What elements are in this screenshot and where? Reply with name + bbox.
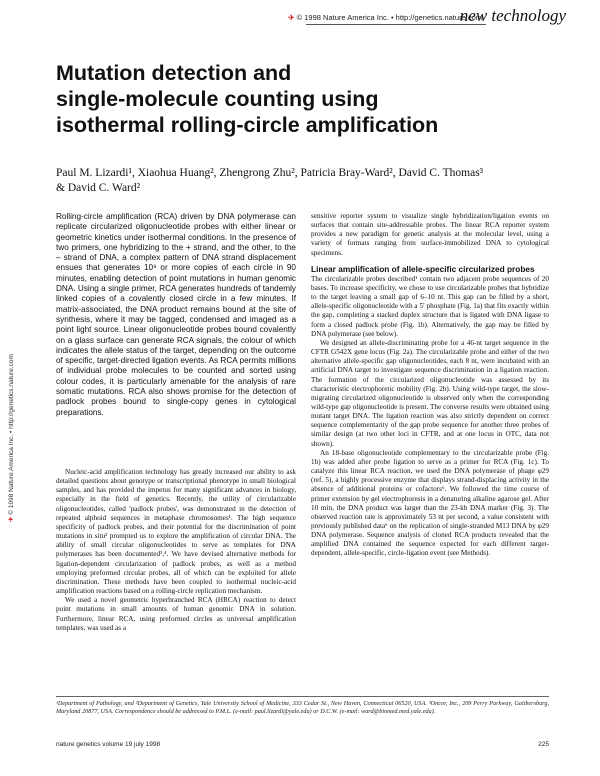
- paragraph: We designed an allele-discriminating probe for a 46-nt target sequence in the CFTR G542X gene locus (Fig. 2a). The circularizable probe and either of the two alternative allele-specific gap oligonucleotides, each 8 nt, were incubated with an artificial DNA target to investigate sequence discrimination in a ligation reaction. The formation of the circularized oligonucleotide was assessed by its characteristic electrophoretic mobility (Fig. 2b). Using wild-type target, the slow-migrating circularized oligonucleotide is observed only when the corresponding wild-type gap oligonucleotide is present. The converse results were obtained using mutant target DNA. The ligation reaction was also strictly dependent on correct sequence complementarity of the gap probe sequence for another three probes of similar design (at two other loci in CFTR, and at one locus in OTC, data not shown).: [311, 338, 549, 448]
- nature-logo-icon: ✈: [8, 516, 15, 522]
- title-line: single-molecule counting using: [56, 87, 379, 111]
- footnote-divider: [56, 696, 549, 697]
- authors-line: Paul M. Lizardi¹, Xiaohua Huang², Zhengrong Zhu², Patricia Bray-Ward², David C. Thomas³: [56, 167, 484, 179]
- title-line: isothermal rolling-circle amplification: [56, 113, 439, 137]
- abstract: Rolling-circle amplification (RCA) driven by DNA polymerase can replicate circularized oligonucleotide probes with either linear or geometric kinetics under isothermal conditions. In the presence of two primers, one hybridizing to the + strand, and the other, to the – strand of DNA, a complex pattern of DNA strand displacement ensues that generates 10⁹ or more copies of each circle in 90 minutes, enabling detection of point mutations in human genomic DNA. Using a single primer, RCA generates hundreds of tandemly linked copies of a covalently closed circle in a few minutes. If matrix-associated, the DNA product remains bound at the site of synthesis, where it may be tagged, condensed and imaged as a point light source. Linear oligonucleotide probes bound covalently on a glass surface can generate RCA signals, the colour of which indicates the allele status of the target, depending on the outcome of specific, target-directed ligation events. As RCA permits millions of individual probe molecules to be counted and sorted using colour codes, it is particularly amenable for the analysis of rare somatic mutations. RCA also shows promise for the detection of padlock probes bound to single-copy genes in cytological preparations.: [56, 212, 296, 417]
- paragraph: Nucleic-acid amplification technology has greatly increased our ability to ask detailed questions about genotype or transcriptional phenotype in small biological samples, and has provided the impetus for many significant advances in biology, especially in the field of genetics. Recently, the utility of circularizable oligonucleotides, called 'padlock probes', was demonstrated in the detection of repeated alphoid sequences in metaphase chromosomes¹. The high sequence specificity of padlock probes, and their potential for the discrimination of point mutations in situ² prompted us to explore the amplification of circular DNA. The ability of small circular oligonucleotides to serve as templates for DNA polymerases has been documented³,⁴. We have devised alternative methods for ligation-dependent circularization of padlock probes, as well as a method employing preformed circular probes, all of which can be exploited for allele discrimination. These methods have been coupled to isothermal nucleic-acid amplification reactions based on a rolling-circle replication mechanism.: [56, 468, 296, 596]
- paragraph: We used a novel geometric hyperbranched RCA (HRCA) reaction to detect point mutations in small amounts of human genomic DNA in solution. Furthermore, linear RCA, using preformed circles as universal amplification templates, was used as a: [56, 596, 296, 632]
- body-column-left: [56, 468, 296, 633]
- paragraph: An 18-base oligonucleotide complementary to the circularizable probe (Fig. 1b) was added after probe ligation to serve as a primer for RCA (Fig. 1c). To catalyze this linear RCA reaction, we used the DNA polymerase of phage φ29 (ref. 5), a highly processive enzyme that displays strand-displacing activity in the absence of additional proteins or cofactors⁶. We followed the time course of primer extension by gel electrophoresis in a denaturing alkaline agarose gel. After 10 min, the DNA product was larger than the 23-kb DNA marker (Fig. 3). The observed reaction rate is approximately 53 nt per second, a value consistent with previously published data⁶ on the replication of single-stranded M13 DNA by φ29 DNA polymerase. Sequence analysis of cloned RCA products revealed that the amplified DNA contained the sequence expected for each different target-dependent, allele-specific, circle-ligation event (see Methods).: [311, 448, 549, 558]
- header-meta: [288, 13, 482, 22]
- affiliations-footnote: ¹Department of Pathology, and ²Department of Genetics, Yale University School of Medicine, 333 Cedar St., New Haven, Connecticut 06520, USA. ³Oncor, Inc., 209 Perry Parkway, Gaithersburg, Maryland 20877, USA. Correspondence should be addressed to P.M.L. (e-mail: paul.lizardi@yale.edu) or D.C.W. (e-mail: ward@biomed.med.yale.edu).: [56, 700, 549, 716]
- copyright-line: © 1998 Nature America Inc. • http://genetics.nature.com: [296, 13, 482, 22]
- page-header: [0, 8, 568, 30]
- vertical-copyright-text: © 1998 Nature America Inc. • http://genetics.nature.com: [8, 354, 15, 515]
- article-title: [56, 60, 536, 138]
- journal-citation: nature genetics volume 19 july 1998: [56, 741, 161, 748]
- title-line: Mutation detection and: [56, 61, 292, 85]
- paragraph: The circularizable probes described¹ contain two adjacent probe sequences of 20 bases. To increase specificity, we chose to use circularizable probes that hybridize to the target leaving a small gap of 6–10 nt. This gap can be filled by a short, allele-specific oligonucleotide with a 5′ phosphate (Fig. 1a) that fits exactly within the gap, completing a stacked duplex structure that is ligated with DNA ligase to form a closed padlock probe (Fig. 1b). Alternatively, the gap may be filled by DNA polymerase (see below).: [311, 274, 549, 338]
- page-number: 225: [538, 741, 549, 748]
- authors-line: & David C. Ward²: [56, 182, 141, 194]
- author-list: [56, 166, 526, 196]
- vertical-copyright: [7, 354, 15, 522]
- side-copyright: [6, 192, 22, 522]
- page-footer: [56, 741, 549, 751]
- body-column-right: [311, 212, 549, 559]
- section-label: new technology: [459, 6, 566, 25]
- section-heading: Linear amplification of allele-specific circularized probes: [311, 263, 535, 274]
- paragraph: sensitive reporter system to visualize single hybridization/ligation events on surfaces that contain site-addressable probes. The linear RCA reporter system provides a new paradigm for genetic analysis at the molecular level, using a variety of formats ranging from surface-immobilized DNA to cytological specimens.: [311, 212, 549, 257]
- nature-logo-icon: ✈: [288, 13, 295, 22]
